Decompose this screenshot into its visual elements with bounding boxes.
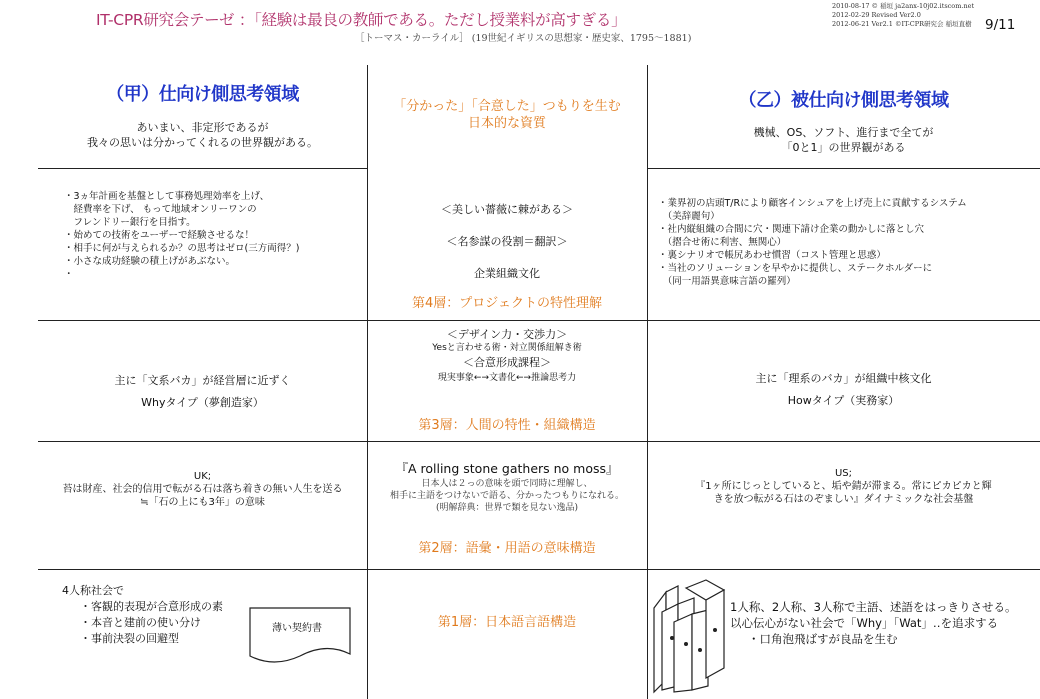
right-row2-line: 『1ヶ所にじっとしていると、垢や錆が滞まる。常にピカピカと輝	[695, 481, 992, 492]
list-item: 以心伝心がない社会で「Why」「Wat」‥を追求する	[730, 616, 999, 630]
center-row3-item: Yesと言わせる術・対立関係紐解き術	[432, 343, 582, 353]
right-heading: （乙）被仕向け側思考領域	[738, 90, 949, 111]
left-row3-line: 主に「文系バカ」が経営層に近ずく	[114, 374, 291, 387]
list-item: 1人称、2人称、3人称で主語、述語をはっきりさせる。	[730, 600, 1017, 614]
center-row3-item: 現実事象←→文書化←→推論思考力	[437, 373, 577, 383]
revision-meta	[832, 2, 974, 30]
left-intro-line: あいまい、非定形であるが	[136, 121, 269, 134]
layer-1-label: 第1層：日本語言語構造	[437, 615, 577, 630]
meta-line: 2010-08-17 © 稲垣 ja2anx-10j02.itscom.net	[832, 2, 975, 10]
right-row1-list	[730, 599, 1016, 647]
list-item: ・相手に何が与えられるか？の思考はゼロ(三方両得？)	[64, 243, 300, 254]
list-item: ・小さな成功経験の積上げがあぶない。	[64, 256, 236, 267]
row-divider	[38, 569, 1040, 570]
center-row2-quote: 『A rolling stone gathers no moss』	[395, 461, 619, 476]
list-item: ・業界初の店頭T/Rにより顧客インシュアを上げ売上に貢献するシステム	[658, 198, 967, 209]
row-divider	[647, 168, 1040, 169]
layer-2-label: 第2層：語彙・用語の意味構造	[418, 541, 596, 556]
list-item: ・3ヵ年計画を基盤として事務処理効率を上げ、	[64, 191, 270, 202]
center-row4-item: 企業組織文化	[474, 267, 540, 280]
right-row3	[647, 368, 1040, 412]
left-heading: （甲）仕向け側思考領域	[106, 84, 299, 105]
center-row2-line: 日本人は２っの意味を頭で同時に理解し、	[421, 479, 593, 489]
contract-document-icon	[246, 604, 356, 668]
list-item: フレンドリー銀行を目指す。	[64, 217, 196, 228]
list-item: 4人称社会で	[62, 584, 124, 597]
right-intro	[647, 125, 1040, 155]
list-item: ・裏シナリオで帳尻あわせ慣習（コスト管理と思惑）	[658, 250, 886, 261]
left-intro	[38, 120, 367, 150]
right-row3-line: 主に「理系のバカ」が組織中核文化	[755, 372, 932, 385]
row-divider	[38, 320, 1040, 321]
list-item: ・始めての技術をユーザーで経験させるな！	[64, 230, 255, 241]
center-row4-item: ＜美しい薔薇に棘がある＞	[441, 203, 573, 216]
left-row2-line: UK;	[193, 471, 212, 482]
center-row2	[360, 460, 654, 514]
left-row2-line: ≒「石の上にも3年」の意味	[140, 497, 265, 508]
list-item: ・客観的表現が合意形成の素	[80, 600, 223, 613]
left-row2-line: 苔は財産、社会的信用で転がる石は落ち着きの無い人生を送る	[62, 484, 343, 495]
center-row4	[367, 202, 647, 281]
right-row2-line: US;	[834, 468, 853, 479]
center-row2-line: 相手に主語をつけないで語る、分かったつもりになれる。	[389, 491, 624, 501]
right-intro-line: 「0と1」の世界観がある	[781, 141, 906, 154]
list-item: ・当社のソリューションを早やかに提供し、ステークホルダーに	[658, 263, 933, 274]
list-item: （同一用語異意味言語の羅列）	[658, 276, 796, 287]
left-row1-list	[62, 583, 223, 647]
center-row2-line: (明解辞典：世界で類を見ない逸品)	[435, 503, 579, 513]
layer-3-label: 第3層：人間の特性・組織構造	[418, 418, 596, 433]
row-divider	[38, 168, 367, 169]
binders-icon	[652, 578, 730, 694]
meta-line: 2012-06-21 Ver2.1 ©IT-CPR研究会 稲垣直樹	[832, 20, 972, 29]
left-row2	[28, 470, 377, 509]
contract-label: 薄い契約書	[272, 623, 322, 634]
page-title: IT-CPR研究会テーゼ ：「経験は最良の教師である。ただし授業料が高すぎる」	[96, 11, 627, 29]
list-item: ・社内縦組織の合間に穴・関連下請け企業の動かしに落とし穴	[658, 224, 925, 235]
left-row4-list	[64, 190, 299, 281]
list-item: ・	[64, 269, 74, 280]
center-row3	[367, 327, 647, 386]
center-heading-line: 「分かった」「合意した」つもりを生む	[393, 99, 621, 114]
right-row2-line: きを放つ転がる石はのぞましい』ダイナミックな社会基盤	[713, 494, 974, 505]
list-item: ・本音と建前の使い分け	[80, 616, 201, 629]
left-intro-line: 我々の思いは分かってくれるの世界観がある。	[87, 136, 318, 149]
right-row2	[647, 467, 1040, 506]
right-row4-list	[658, 197, 967, 288]
list-item: （摺合せ術に利害、無関心）	[658, 237, 787, 248]
page-number: 9/11	[985, 17, 1016, 33]
list-item: （美辞麗句）	[658, 211, 720, 222]
quote-source: ［トーマス・カーライル］ (19世紀イギリスの思想家・歴史家、1795～1881)	[355, 33, 692, 44]
left-row3-line: Whyタイプ（夢創造家）	[141, 396, 264, 409]
list-item: ・事前決裂の回避型	[80, 632, 179, 645]
center-heading	[367, 98, 647, 132]
layer-4-label: 第4層：プロジェクトの特性理解	[411, 296, 602, 311]
list-item: 経費率を下げ、 もって地域オンリーワンの	[64, 204, 257, 215]
center-heading-line: 日本的な資質	[467, 116, 546, 131]
meta-line: 2012-02-29 Revised Ver2.0	[832, 11, 921, 20]
right-intro-line: 機械、OS、ソフト、進行まで全てが	[753, 126, 934, 139]
left-row3	[38, 370, 367, 414]
center-row3-item: ＜デザイン力・交渉力＞	[446, 328, 568, 341]
right-row3-line: Howタイプ（実務家）	[787, 394, 900, 407]
center-row3-item: ＜合意形成課程＞	[463, 356, 551, 369]
center-row4-item: ＜名参謀の役割＝翻訳＞	[446, 235, 568, 248]
list-item: ・口角泡飛ばすが良品を生む	[748, 632, 898, 646]
row-divider	[38, 441, 1040, 442]
